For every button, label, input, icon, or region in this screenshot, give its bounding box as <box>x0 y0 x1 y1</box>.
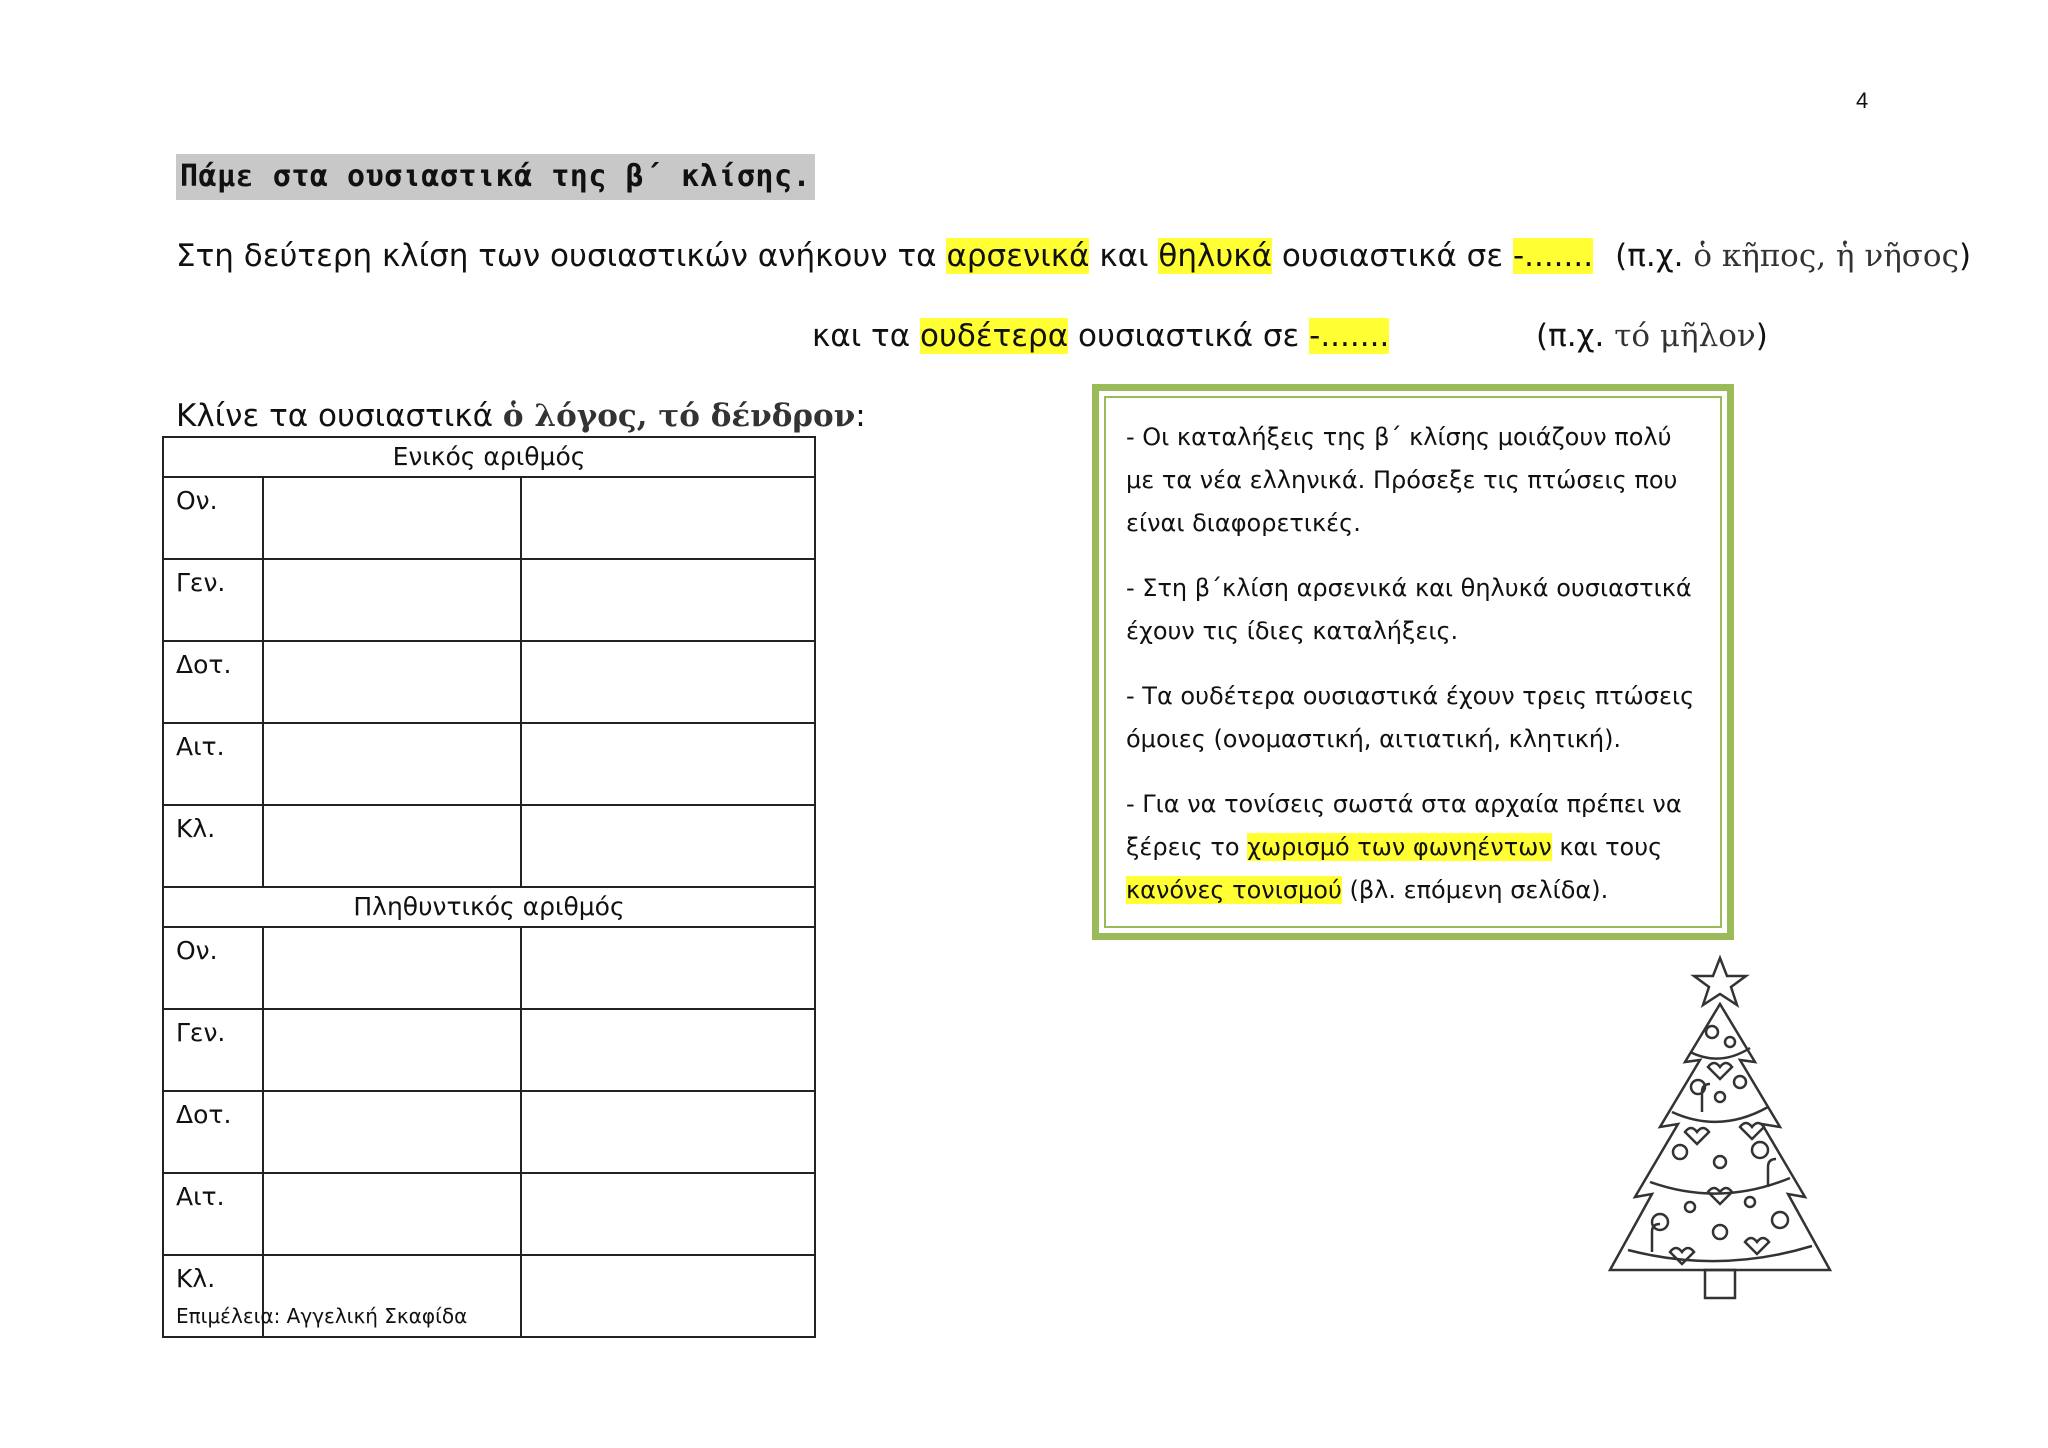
declension-words: ὁ λόγος, τό δένδρον <box>502 398 856 434</box>
table-row <box>163 1091 815 1173</box>
highlight-neuter: ουδέτερα <box>920 318 1069 354</box>
example-open: (π.χ. <box>1615 238 1694 274</box>
case-label: Γεν. <box>163 1009 263 1091</box>
notes-box <box>1092 384 1734 940</box>
intro-text: ουσιαστικά σε <box>1271 238 1513 274</box>
ending-blank: -....... <box>1512 238 1594 274</box>
case-label: Κλ. <box>163 1255 263 1337</box>
page-number: 4 <box>1856 88 1869 113</box>
singular-header: Ενικός αριθμός <box>163 437 815 477</box>
intro-line-2 <box>812 316 1768 356</box>
credit-line: Επιμέλεια: Αγγελική Σκαφίδα <box>176 1304 468 1328</box>
note-text: (βλ. επόμενη σελίδα). <box>1341 876 1609 904</box>
answer-cell[interactable] <box>263 805 521 887</box>
answer-cell[interactable] <box>521 723 815 805</box>
example <box>1536 316 1768 356</box>
table-row <box>163 723 815 805</box>
answer-cell[interactable] <box>521 1255 815 1337</box>
ending-blank: -....... <box>1309 318 1390 354</box>
answer-cell[interactable] <box>263 1091 521 1173</box>
note-text: - Για να τονίσεις σωστά στα αρχαία πρέπει να ξέρεις το <box>1126 790 1682 861</box>
note-1: - Οι καταλήξεις της β΄ κλίσης μοιάζουν πολύ με τα νέα ελληνικά. Πρόσεξε τις πτώσεις που είναι διαφορετικές. <box>1126 423 1678 537</box>
table-row <box>163 1009 815 1091</box>
answer-cell[interactable] <box>521 1173 815 1255</box>
case-label: Γεν. <box>163 559 263 641</box>
answer-cell[interactable] <box>521 805 815 887</box>
answer-cell[interactable] <box>521 1091 815 1173</box>
example-close: ) <box>1958 238 1972 274</box>
case-label: Ον. <box>163 927 263 1009</box>
example-greek: τό μῆλον <box>1614 318 1756 354</box>
highlight-accent-rules: κανόνες τονισμού <box>1126 876 1342 904</box>
intro-line-1 <box>176 236 1971 276</box>
case-label: Δοτ. <box>163 641 263 723</box>
answer-cell[interactable] <box>263 477 521 559</box>
answer-cell[interactable] <box>263 559 521 641</box>
example-greek: ὁ κῆπος, ἡ νῆσος <box>1693 238 1959 274</box>
intro-text: Στη δεύτερη κλίση των ουσιαστικών ανήκουν τα <box>176 238 947 274</box>
note-4 <box>1126 783 1700 912</box>
declension-title <box>176 396 866 436</box>
note-text: και τους <box>1551 833 1663 861</box>
case-label: Κλ. <box>163 805 263 887</box>
case-label: Δοτ. <box>163 1091 263 1173</box>
note-3: - Τα ουδέτερα ουσιαστικά έχουν τρεις πτώσεις όμοιες (ονομαστική, αιτιατική, κλητική). <box>1126 682 1695 753</box>
intro-text: και τα <box>812 318 921 354</box>
case-label: Αιτ. <box>163 1173 263 1255</box>
highlight-feminine: θηλυκά <box>1158 238 1272 274</box>
answer-cell[interactable] <box>521 641 815 723</box>
example-open: (π.χ. <box>1536 318 1615 354</box>
table-row <box>163 1173 815 1255</box>
table-row <box>163 805 815 887</box>
case-label: Αιτ. <box>163 723 263 805</box>
plural-header: Πληθυντικός αριθμός <box>163 887 815 927</box>
intro-text: ουσιαστικά σε <box>1068 318 1310 354</box>
case-label: Ον. <box>163 477 263 559</box>
answer-cell[interactable] <box>263 927 521 1009</box>
table-row <box>163 559 815 641</box>
table-row <box>163 927 815 1009</box>
answer-cell[interactable] <box>263 723 521 805</box>
note-2: - Στη β΄κλίση αρσενικά και θηλυκά ουσιαστικά έχουν τις ίδιες καταλήξεις. <box>1126 574 1692 645</box>
answer-cell[interactable] <box>263 1173 521 1255</box>
declension-title-prefix: Κλίνε τα ουσιαστικά <box>176 398 503 434</box>
answer-cell[interactable] <box>263 1009 521 1091</box>
declension-table <box>162 436 816 1338</box>
answer-cell[interactable] <box>521 1009 815 1091</box>
answer-cell[interactable] <box>521 559 815 641</box>
answer-cell[interactable] <box>521 477 815 559</box>
answer-cell[interactable] <box>521 927 815 1009</box>
answer-cell[interactable] <box>263 641 521 723</box>
table-row <box>163 641 815 723</box>
example-close: ) <box>1755 318 1768 354</box>
notes-box-inner <box>1104 396 1722 928</box>
highlight-masculine: αρσενικά <box>946 238 1090 274</box>
section-heading: Πάμε στα ουσιαστικά της β΄ κλίσης. <box>176 154 815 200</box>
christmas-tree-icon <box>1590 952 1850 1312</box>
intro-text: και <box>1089 238 1159 274</box>
highlight-vowel-separation: χωρισμό των φωνηέντων <box>1247 833 1552 861</box>
table-row <box>163 477 815 559</box>
declension-title-suffix: : <box>855 398 866 434</box>
